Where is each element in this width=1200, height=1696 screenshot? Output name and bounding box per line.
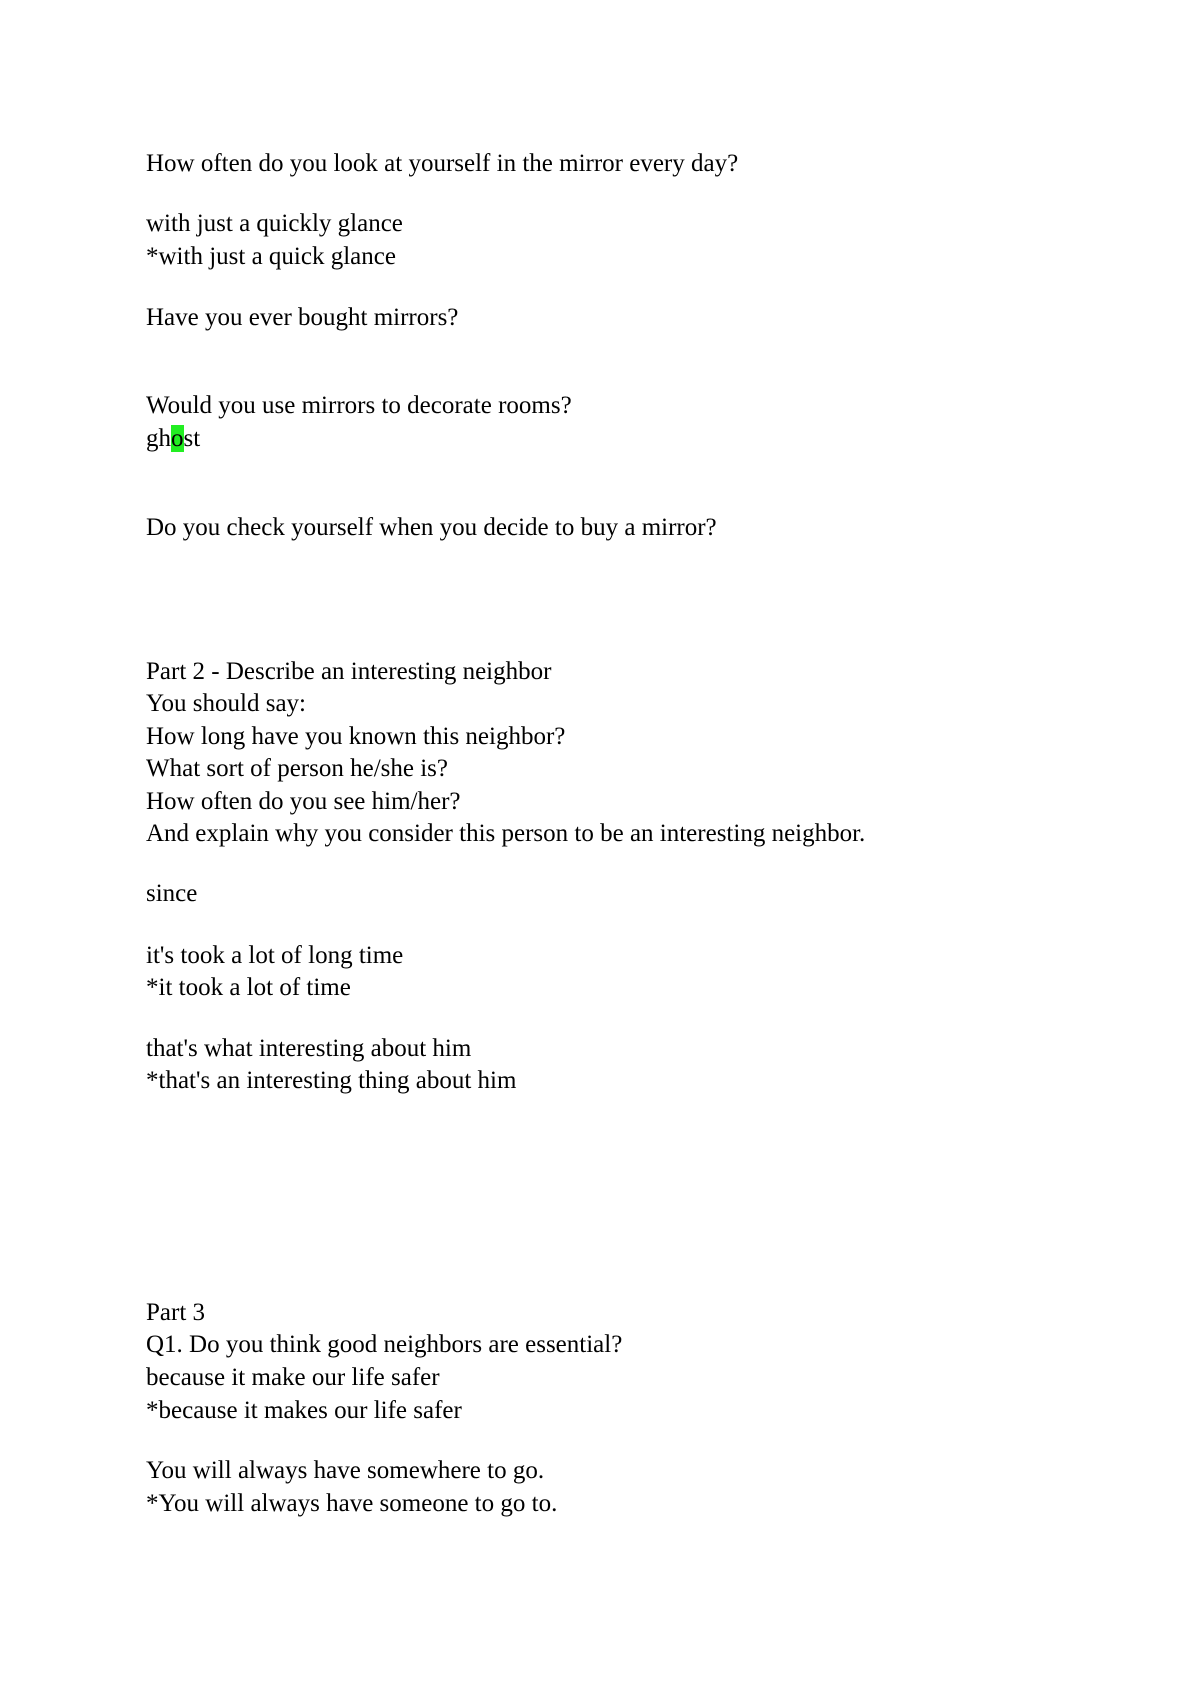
correction-fixed-1: *with just a quick glance [146,243,396,270]
vocabulary-since: since [146,880,198,907]
part2-prompt-intro: You should say: [146,690,306,717]
correction-fixed-4: *because it makes our life safer [146,1397,462,1424]
part2-prompt-1: How long have you known this neighbor? [146,723,566,750]
correction-original-4: because it make our life safer [146,1364,440,1391]
correction-fixed-3: *that's an interesting thing about him [146,1067,517,1094]
correction-fixed-2: *it took a lot of time [146,974,351,1001]
part3-question-1: Q1. Do you think good neighbors are essential? [146,1331,623,1358]
correction-original-3: that's what interesting about him [146,1035,472,1062]
ghost-word [146,423,200,455]
correction-original-5: You will always have somewhere to go. [146,1457,545,1484]
part2-heading: Part 2 - Describe an interesting neighbor [146,658,552,685]
mirror-question-1: How often do you look at yourself in the mirror every day? [146,150,739,177]
mirror-question-2: Have you ever bought mirrors? [146,304,459,331]
correction-fixed-5: *You will always have someone to go to. [146,1490,558,1517]
part2-prompt-4: And explain why you consider this person to be an interesting neighbor. [146,820,866,847]
part2-prompt-3: How often do you see him/her? [146,788,461,815]
highlighted-letter: o [171,425,184,452]
part3-heading: Part 3 [146,1299,206,1326]
correction-original-2: it's took a lot of long time [146,942,404,969]
correction-original-1: with just a quickly glance [146,210,403,237]
mirror-question-4: Do you check yourself when you decide to buy a mirror? [146,514,717,541]
mirror-question-3: Would you use mirrors to decorate rooms? [146,392,572,419]
ghost-word-start: gh [146,425,171,452]
part2-prompt-2: What sort of person he/she is? [146,755,449,782]
ghost-word-end: st [183,425,201,452]
